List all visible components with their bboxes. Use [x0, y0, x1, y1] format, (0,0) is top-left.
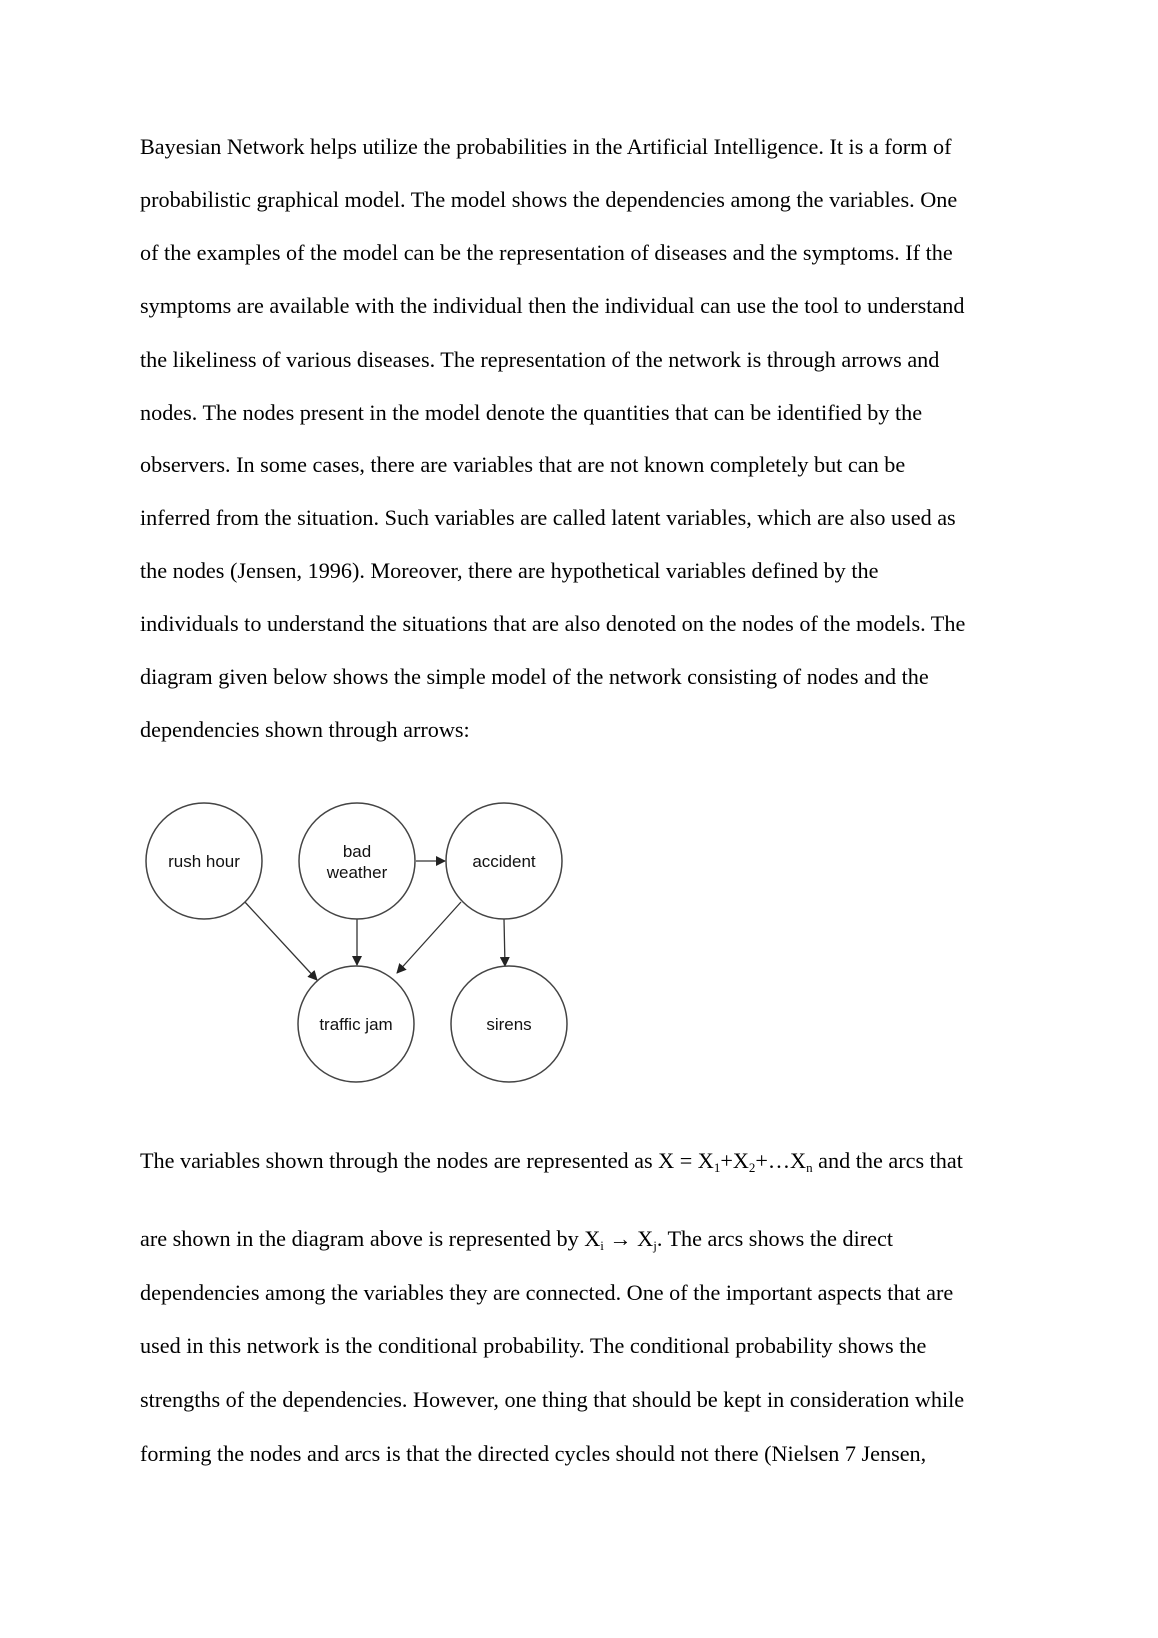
- formula-plus-1: +X: [720, 1148, 749, 1173]
- arc-prefix: are shown in the diagram above is represented by X: [140, 1226, 601, 1251]
- node-label-accident: accident: [472, 852, 536, 871]
- paragraph-line: used in this network is the conditional probability. The conditional probability shows the: [140, 1333, 927, 1358]
- bayesian-network-diagram: [140, 800, 580, 1100]
- paragraph-line: the nodes (Jensen, 1996). Moreover, there are hypothetical variables defined by the: [140, 558, 879, 583]
- formula-plus-2: +…X: [755, 1148, 807, 1173]
- arc-accident-to-traffic-jam: [397, 902, 461, 973]
- node-label-rush-hour: rush hour: [168, 852, 240, 871]
- arc-suffix: . The arcs shows the direct: [656, 1226, 893, 1251]
- paragraph-line: Bayesian Network helps utilize the probabilities in the Artificial Intelligence. It is a form of: [140, 134, 952, 159]
- paragraph-line: forming the nodes and arcs is that the directed cycles should not there (Nielsen 7 Jensen,: [140, 1441, 927, 1466]
- node-bad-weather: [299, 803, 415, 919]
- paragraph-line: nodes. The nodes present in the model denote the quantities that can be identified by the: [140, 400, 923, 425]
- paragraph-line: symptoms are available with the individual then the individual can use the tool to understand: [140, 293, 965, 318]
- paragraph-line: probabilistic graphical model. The model shows the dependencies among the variables. One: [140, 187, 958, 212]
- subscript-1: 1: [713, 1160, 721, 1175]
- node-label-bad: bad: [342, 842, 372, 861]
- node-label-sirens: sirens: [486, 1015, 532, 1034]
- paragraph-line: inferred from the situation. Such variables are called latent variables, which are also used as: [140, 505, 956, 530]
- subscript-j: j: [653, 1238, 657, 1253]
- paragraph-line: individuals to understand the situations that are also denoted on the nodes of the models. The: [140, 611, 966, 636]
- node-label-weather: weather: [326, 863, 388, 882]
- node-label-traffic-jam: traffic jam: [319, 1015, 393, 1034]
- arc-formula-line: [140, 1226, 893, 1252]
- subscript-i: i: [600, 1238, 604, 1253]
- subscript-2: 2: [748, 1160, 756, 1175]
- paragraph-line: the likeliness of various diseases. The representation of the network is through arrows and: [140, 347, 940, 372]
- formula-prefix: The variables shown through the nodes are represented as X = X: [140, 1148, 714, 1173]
- arc-rush-hour-to-traffic-jam: [244, 901, 317, 980]
- formula-suffix: and the arcs that: [812, 1148, 963, 1173]
- formula-line: [140, 1148, 963, 1174]
- paragraph-line: dependencies among the variables they are connected. One of the important aspects that are: [140, 1280, 954, 1305]
- paragraph-line: dependencies shown through arrows:: [140, 717, 470, 742]
- paragraph-line: of the examples of the model can be the representation of diseases and the symptoms. If the: [140, 240, 953, 265]
- paragraph-line: strengths of the dependencies. However, one thing that should be kept in consideration while: [140, 1387, 965, 1412]
- paragraph-line: diagram given below shows the simple model of the network consisting of nodes and the: [140, 664, 929, 689]
- arc-arrow: → X: [603, 1226, 654, 1251]
- arc-accident-to-sirens: [504, 919, 505, 966]
- paragraph-line: observers. In some cases, there are variables that are not known completely but can be: [140, 452, 906, 477]
- subscript-n: n: [806, 1160, 813, 1175]
